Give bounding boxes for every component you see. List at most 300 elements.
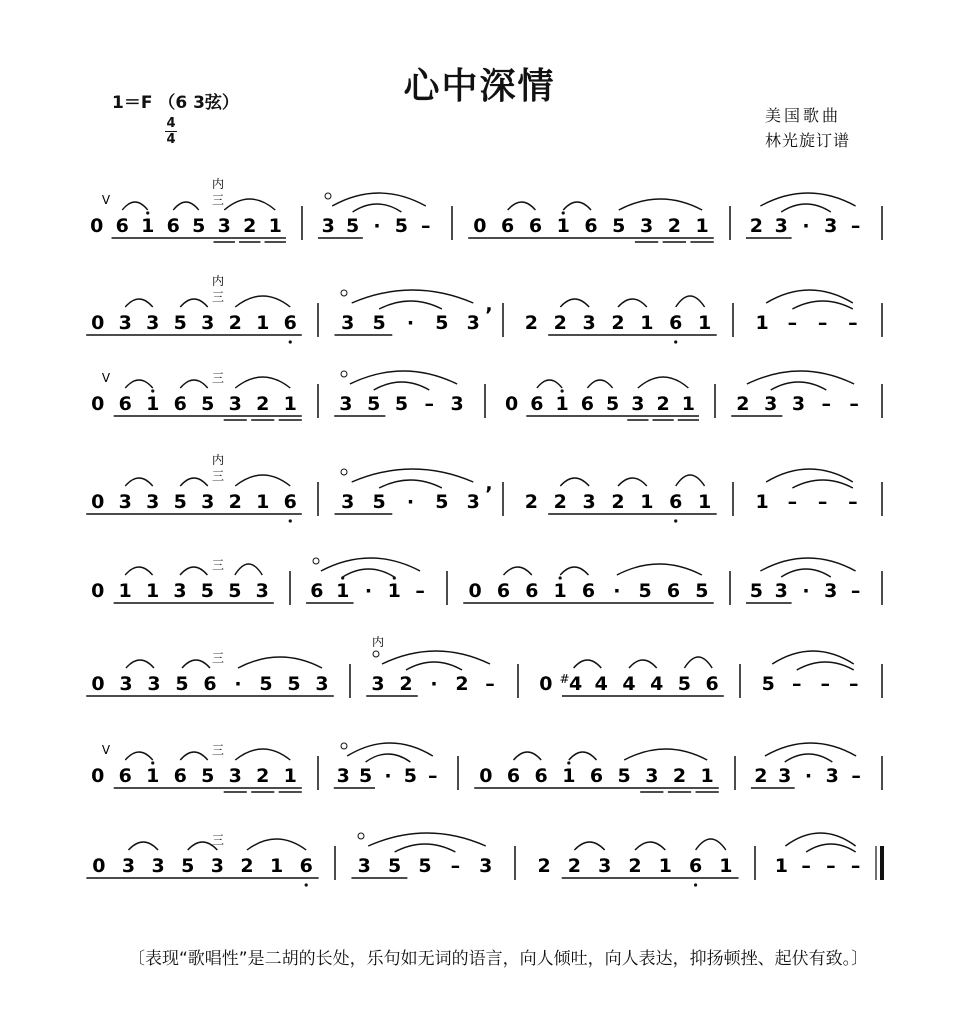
slur xyxy=(806,844,856,852)
slur xyxy=(343,569,395,577)
note-digit: 6 xyxy=(310,580,324,602)
note-digit: 5 xyxy=(200,580,215,602)
breath-mark: , xyxy=(485,473,493,495)
note-digit: 1 xyxy=(700,765,714,787)
note-digit: 1 xyxy=(695,215,709,237)
note-digit: 2 xyxy=(749,215,764,237)
note-digit: 5 xyxy=(394,393,409,415)
note-digit: 5 xyxy=(638,580,652,602)
slur xyxy=(574,660,602,668)
slur xyxy=(560,478,589,486)
note-digit: – xyxy=(485,673,495,695)
note-digit: · xyxy=(802,580,810,602)
note-digit: 5 xyxy=(372,491,386,513)
slur xyxy=(125,752,153,760)
harmonic-circle xyxy=(341,371,347,377)
slur xyxy=(504,567,532,575)
note-digit: 1 xyxy=(146,393,160,415)
note-digit: · xyxy=(406,312,415,334)
note-digit: · xyxy=(613,580,621,602)
note-digit: 2 xyxy=(243,215,257,237)
slur xyxy=(617,564,702,575)
inner-string-mark: 内 xyxy=(371,635,385,649)
note-digit: – xyxy=(421,215,431,237)
note-digit: 0 xyxy=(91,312,105,334)
note-digit: 3 xyxy=(582,491,596,513)
note-digit: 6 xyxy=(525,580,539,602)
note-digit: 6 xyxy=(528,215,543,237)
note-digit: 5 xyxy=(192,215,206,237)
note-digit: 3 xyxy=(764,393,778,415)
slur xyxy=(395,844,456,852)
note-digit: 2 xyxy=(754,765,768,787)
slur xyxy=(676,296,705,307)
note-digit: 1 xyxy=(755,312,769,334)
note-digit: 3 xyxy=(201,491,215,513)
note-digit: 3 xyxy=(357,855,371,877)
note-digit: 6 xyxy=(705,673,719,695)
note-digit: 6 xyxy=(283,491,297,513)
note-digit: – xyxy=(848,491,858,513)
note-digit: 5 xyxy=(695,580,709,602)
note-digit: 1 xyxy=(283,765,297,787)
note-digit: 0 xyxy=(90,215,104,237)
note-digit: 5 xyxy=(173,491,187,513)
note-digit: 6 xyxy=(299,855,313,877)
note-digit: 0 xyxy=(505,393,519,415)
note-digit: 6 xyxy=(496,580,511,602)
note-digit: 3 xyxy=(631,393,645,415)
sharp-sign: # xyxy=(559,672,570,686)
note-digit: 1 xyxy=(556,215,570,237)
harmonic-circle xyxy=(325,193,331,199)
slur xyxy=(638,377,689,388)
note-digit: 2 xyxy=(628,855,642,877)
note-digit: 3 xyxy=(824,215,838,237)
slur xyxy=(406,662,462,670)
slur xyxy=(180,478,208,486)
note-digit: 5 xyxy=(228,580,242,602)
octave-high-dot xyxy=(559,576,562,579)
note-digit: 0 xyxy=(91,765,105,787)
slur xyxy=(792,301,853,309)
note-digit: – xyxy=(787,491,798,513)
octave-high-dot xyxy=(146,211,149,214)
note-digit: 1 xyxy=(658,855,672,877)
note-digit: 3 xyxy=(121,855,136,877)
slur xyxy=(514,752,542,760)
note-digit: 1 xyxy=(145,580,160,602)
string-mark-three: 三 xyxy=(211,558,225,572)
note-digit: – xyxy=(851,765,861,787)
slur xyxy=(771,382,827,390)
note-digit: · xyxy=(406,491,415,513)
note-digit: 3 xyxy=(119,673,133,695)
slur xyxy=(618,299,647,307)
slur xyxy=(574,842,604,850)
note-digit: 6 xyxy=(534,765,548,787)
slur xyxy=(797,662,854,670)
slur xyxy=(635,842,665,850)
note-digit: 1 xyxy=(640,491,654,513)
note-digit: 5 xyxy=(358,765,373,787)
slur xyxy=(619,199,702,210)
note-digit: 5 xyxy=(175,673,189,695)
note-digit: 3 xyxy=(582,312,596,334)
note-digit: – xyxy=(848,312,858,334)
note-digit: 6 xyxy=(166,215,180,237)
note-digit: – xyxy=(849,393,859,415)
note-digit: · xyxy=(234,673,242,695)
note-digit: · xyxy=(430,673,438,695)
note-digit: 6 xyxy=(669,491,683,513)
slur xyxy=(182,660,210,668)
note-digit: 0 xyxy=(91,580,105,602)
note-digit: 5 xyxy=(201,765,215,787)
note-digit: 1 xyxy=(256,491,270,513)
note-digit: 3 xyxy=(774,215,788,237)
slur xyxy=(766,469,853,482)
note-digit: 5 xyxy=(394,215,409,237)
note-digit: 0 xyxy=(539,673,553,695)
octave-high-dot xyxy=(567,761,570,764)
note-digit: 5 xyxy=(367,393,381,415)
slur xyxy=(180,567,207,575)
note-digit: 3 xyxy=(341,491,355,513)
note-digit: 5 xyxy=(201,393,215,415)
note-digit: 5 xyxy=(612,215,626,237)
slur xyxy=(126,660,154,668)
note-digit: 0 xyxy=(473,215,487,237)
note-digit: 1 xyxy=(268,215,282,237)
note-digit: 1 xyxy=(697,491,712,513)
note-digit: 6 xyxy=(584,215,598,237)
note-digit: 3 xyxy=(479,855,493,877)
note-digit: 2 xyxy=(672,765,687,787)
slur xyxy=(785,833,855,846)
slur xyxy=(173,202,199,210)
inner-string-mark: 内 xyxy=(211,274,225,288)
note-digit: 6 xyxy=(688,855,703,877)
note-digit: 5 xyxy=(677,673,692,695)
note-digit: 2 xyxy=(240,855,254,877)
note-digit: – xyxy=(424,393,435,415)
note-digit: 1 xyxy=(118,580,132,602)
slur xyxy=(766,290,853,303)
note-digit: 3 xyxy=(371,673,385,695)
slur xyxy=(238,657,322,668)
octave-high-dot xyxy=(151,761,154,764)
note-digit: 3 xyxy=(825,765,839,787)
note-digit: 2 xyxy=(553,491,567,513)
slur xyxy=(569,752,597,760)
slur xyxy=(224,199,275,210)
note-digit: – xyxy=(820,673,830,695)
note-digit: 2 xyxy=(537,855,551,877)
note-digit: 0 xyxy=(91,673,105,695)
slur xyxy=(537,380,562,388)
note-digit: 1 xyxy=(640,312,654,334)
note-digit: · xyxy=(384,765,392,787)
note-digit: – xyxy=(826,855,836,877)
note-digit: – xyxy=(792,673,802,695)
note-digit: 2 xyxy=(656,393,670,415)
string-mark-three: 三 xyxy=(211,743,225,757)
note-digit: 5 xyxy=(387,855,402,877)
slur xyxy=(560,567,588,575)
note-digit: 3 xyxy=(173,580,187,602)
note-digit: – xyxy=(415,580,425,602)
note-digit: 3 xyxy=(339,393,353,415)
bow-mark: V xyxy=(101,193,111,207)
octave-high-dot xyxy=(562,211,565,214)
note-digit: 5 xyxy=(173,312,187,334)
slur xyxy=(379,301,442,309)
note-digit: – xyxy=(787,312,798,334)
note-digit: 1 xyxy=(553,580,567,602)
octave-high-dot xyxy=(561,389,564,392)
note-digit: 2 xyxy=(455,673,469,695)
note-digit: 3 xyxy=(645,765,659,787)
note-digit: 3 xyxy=(341,312,355,334)
note-digit: 2 xyxy=(611,312,625,334)
note-digit: 1 xyxy=(283,393,297,415)
note-digit: 5 xyxy=(403,765,418,787)
note-digit: 1 xyxy=(555,393,569,415)
performance-note: 〔表现“歌唱性”是二胡的长处，乐句如无词的语言，向人倾吐，向人表达，抑扬顿挫、起伏有致。〕 xyxy=(128,949,869,969)
note-digit: 5 xyxy=(435,491,449,513)
slur xyxy=(180,380,208,388)
note-digit: 3 xyxy=(210,855,224,877)
note-digit: 6 xyxy=(589,765,604,787)
slur xyxy=(128,842,158,850)
note-digit: – xyxy=(850,580,861,602)
note-digit: 3 xyxy=(336,765,350,787)
slur xyxy=(125,567,152,575)
note-digit: 3 xyxy=(791,393,806,415)
note-digit: 3 xyxy=(255,580,269,602)
note-digit: 5 xyxy=(418,855,432,877)
note-digit: 6 xyxy=(118,765,132,787)
slur xyxy=(676,475,705,486)
note-digit: 6 xyxy=(173,393,187,415)
harmonic-circle xyxy=(341,469,347,475)
string-mark-three: 三 xyxy=(211,193,225,207)
note-digit: – xyxy=(801,855,811,877)
note-digit: 3 xyxy=(118,491,132,513)
slur xyxy=(684,657,712,668)
note-digit: 3 xyxy=(466,491,480,513)
note-digit: 4 xyxy=(650,673,664,695)
note-digit: 6 xyxy=(283,312,297,334)
harmonic-circle xyxy=(358,833,364,839)
slur xyxy=(180,299,208,307)
slur xyxy=(629,660,657,668)
note-digit: 0 xyxy=(91,491,105,513)
note-digit: 3 xyxy=(774,580,788,602)
note-digit: 3 xyxy=(151,855,165,877)
slur xyxy=(781,569,831,577)
note-digit: 6 xyxy=(115,215,129,237)
slur xyxy=(180,752,208,760)
note-digit: 4 xyxy=(622,673,636,695)
note-digit: 1 xyxy=(336,580,350,602)
note-digit: 4 xyxy=(594,673,608,695)
note-digit: 5 xyxy=(181,855,195,877)
slur xyxy=(618,478,647,486)
note-digit: – xyxy=(817,312,828,334)
note-digit: – xyxy=(821,393,832,415)
breath-mark: , xyxy=(485,294,493,316)
slur xyxy=(781,204,831,212)
slur xyxy=(792,480,853,488)
note-digit: – xyxy=(850,855,861,877)
note-digit: 2 xyxy=(228,312,242,334)
slur xyxy=(624,749,707,760)
harmonic-circle xyxy=(313,558,319,564)
slur xyxy=(366,754,411,762)
note-digit: 3 xyxy=(466,312,480,334)
note-digit: 3 xyxy=(147,673,161,695)
slur xyxy=(122,202,148,210)
note-digit: – xyxy=(849,673,859,695)
note-digit: – xyxy=(850,215,861,237)
inner-string-mark: 内 xyxy=(211,453,225,467)
note-digit: 6 xyxy=(501,215,515,237)
slur xyxy=(247,839,306,850)
octave-low-dot xyxy=(289,340,292,343)
note-digit: 3 xyxy=(450,393,464,415)
note-digit: 6 xyxy=(203,673,217,695)
note-digit: 5 xyxy=(345,215,360,237)
note-digit: 3 xyxy=(201,312,215,334)
note-digit: 5 xyxy=(761,673,775,695)
meter-top: 4 xyxy=(166,116,176,131)
note-digit: · xyxy=(802,215,810,237)
note-digit: 3 xyxy=(146,312,160,334)
note-digit: 5 xyxy=(287,673,301,695)
octave-low-dot xyxy=(694,883,697,886)
note-digit: 6 xyxy=(669,312,683,334)
note-digit: 2 xyxy=(667,215,681,237)
note-digit: 5 xyxy=(749,580,764,602)
note-digit: 5 xyxy=(617,765,631,787)
note-digit: 6 xyxy=(581,580,596,602)
note-digit: 2 xyxy=(256,393,270,415)
harmonic-circle xyxy=(373,651,379,657)
string-mark-three: 三 xyxy=(211,833,225,847)
note-digit: · xyxy=(373,215,381,237)
note-digit: 0 xyxy=(468,580,482,602)
string-mark-three: 三 xyxy=(211,371,225,385)
note-digit: · xyxy=(804,765,813,787)
slur xyxy=(587,380,612,388)
meter-bottom: 4 xyxy=(166,132,176,147)
string-mark-three: 三 xyxy=(211,290,225,304)
note-digit: 2 xyxy=(553,312,567,334)
slur xyxy=(235,377,290,388)
slur xyxy=(125,478,153,486)
note-digit: 1 xyxy=(146,765,160,787)
note-digit: 5 xyxy=(606,393,620,415)
arranger-credit: 林光旋订谱 xyxy=(765,131,851,150)
note-digit: 4 xyxy=(568,673,583,695)
slur xyxy=(125,380,153,388)
inner-string-mark: 内 xyxy=(211,177,225,191)
note-digit: 1 xyxy=(562,765,576,787)
note-digit: 1 xyxy=(681,393,695,415)
octave-low-dot xyxy=(305,883,308,886)
octave-low-dot xyxy=(289,519,292,522)
note-digit: 3 xyxy=(598,855,612,877)
note-digit: 3 xyxy=(315,673,329,695)
slur xyxy=(508,202,536,210)
slur xyxy=(235,475,290,486)
slur xyxy=(235,749,290,760)
note-digit: 2 xyxy=(524,312,539,334)
note-digit: 1 xyxy=(256,312,270,334)
slur xyxy=(374,382,430,390)
slur xyxy=(563,202,591,210)
page-title: 心中深情 xyxy=(403,66,556,107)
note-digit: 3 xyxy=(228,765,242,787)
note-digit: 1 xyxy=(141,215,155,237)
note-digit: 5 xyxy=(259,673,273,695)
note-digit: 3 xyxy=(321,215,335,237)
slur xyxy=(560,299,589,307)
note-digit: 1 xyxy=(755,491,769,513)
note-digit: 5 xyxy=(435,312,449,334)
slur xyxy=(353,204,402,212)
note-digit: 3 xyxy=(639,215,654,237)
note-digit: 3 xyxy=(824,580,838,602)
song-origin: 美国歌曲 xyxy=(765,106,842,125)
note-digit: 2 xyxy=(567,855,582,877)
note-digit: 1 xyxy=(719,855,733,877)
harmonic-circle xyxy=(341,743,347,749)
string-mark-three: 三 xyxy=(211,651,225,665)
octave-high-dot xyxy=(151,389,154,392)
slur xyxy=(772,651,854,664)
bow-mark: V xyxy=(101,371,111,385)
note-digit: 0 xyxy=(479,765,493,787)
note-digit: 2 xyxy=(256,765,270,787)
note-digit: 2 xyxy=(611,491,625,513)
note-digit: 6 xyxy=(118,393,132,415)
note-digit: 2 xyxy=(736,393,750,415)
note-digit: 1 xyxy=(697,312,712,334)
octave-low-dot xyxy=(674,519,677,522)
note-digit: 3 xyxy=(228,393,242,415)
note-digit: 3 xyxy=(778,765,792,787)
note-digit: 6 xyxy=(530,393,544,415)
note-digit: 3 xyxy=(118,312,132,334)
note-digit: – xyxy=(450,855,461,877)
slur xyxy=(125,299,153,307)
bow-mark: V xyxy=(101,743,111,757)
note-digit: – xyxy=(817,491,828,513)
note-digit: 0 xyxy=(91,393,105,415)
note-digit: 6 xyxy=(666,580,681,602)
note-digit: 6 xyxy=(580,393,594,415)
note-digit: 5 xyxy=(372,312,386,334)
string-mark-three: 三 xyxy=(211,469,225,483)
slur xyxy=(235,296,290,307)
harmonic-circle xyxy=(341,290,347,296)
note-digit: 1 xyxy=(387,580,401,602)
slur xyxy=(235,564,262,575)
note-digit: 6 xyxy=(173,765,187,787)
